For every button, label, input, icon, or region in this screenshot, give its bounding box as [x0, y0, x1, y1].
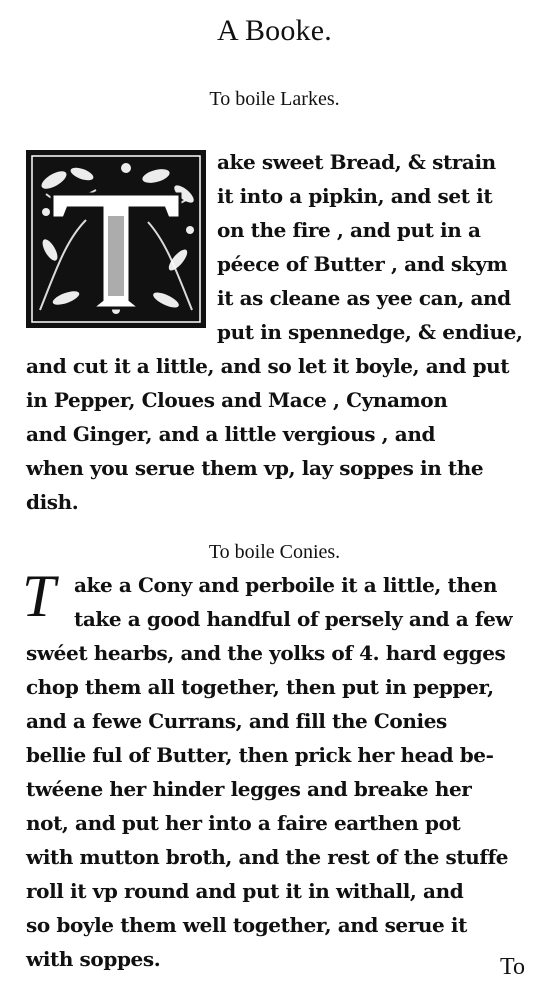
conies-line-8: not, and put her into a faire earthen pot [26, 811, 461, 835]
conies-line-1: ake a Cony and perboile it a little, then [74, 573, 497, 597]
section-title-larkes: To boile Larkes. [209, 88, 340, 110]
conies-line-7: twéene her hinder legges and breake her [26, 777, 472, 801]
conies-line-10: roll it vp round and put it in withall, and [26, 879, 464, 903]
larkes-line-8: in Pepper, Cloues and Mace , Cynamon [26, 388, 448, 412]
conies-line-2: take a good handful of persely and a few [74, 607, 513, 631]
swash-initial-t: T [22, 563, 56, 629]
decorated-initial-t-woodcut [26, 150, 206, 328]
conies-line-12: with soppes. [26, 947, 161, 971]
larkes-line-3: on the fire , and put in a [217, 218, 481, 242]
conies-line-6: bellie ful of Butter, then prick her head be- [26, 743, 494, 767]
conies-line-9: with mutton broth, and the rest of the stuffe [26, 845, 509, 869]
running-head: A Booke. [217, 14, 332, 47]
conies-line-5: and a fewe Currans, and fill the Conies [26, 709, 447, 733]
conies-line-4: chop them all together, then put in pepper, [26, 675, 494, 699]
conies-line-3: swéet hearbs, and the yolks of 4. hard egges [26, 641, 506, 665]
conies-line-11: so boyle them well together, and serue it [26, 913, 467, 937]
larkes-line-11: dish. [26, 490, 79, 514]
section-title-conies: To boile Conies. [208, 541, 341, 563]
larkes-line-2: it into a pipkin, and set it [217, 184, 493, 208]
larkes-line-6: put in spennedge, & endiue, [217, 320, 523, 344]
larkes-line-4: péece of Butter , and skym [217, 252, 508, 276]
larkes-line-1: ake sweet Bread, & strain [217, 150, 496, 174]
larkes-line-7: and cut it a little, and so let it boyle, and put [26, 354, 510, 378]
larkes-line-5: it as cleane as yee can, and [217, 286, 511, 310]
catchword: To [500, 954, 525, 980]
larkes-line-9: and Ginger, and a little vergious , and [26, 422, 436, 446]
larkes-line-10: when you serue them vp, lay soppes in the [26, 456, 484, 480]
